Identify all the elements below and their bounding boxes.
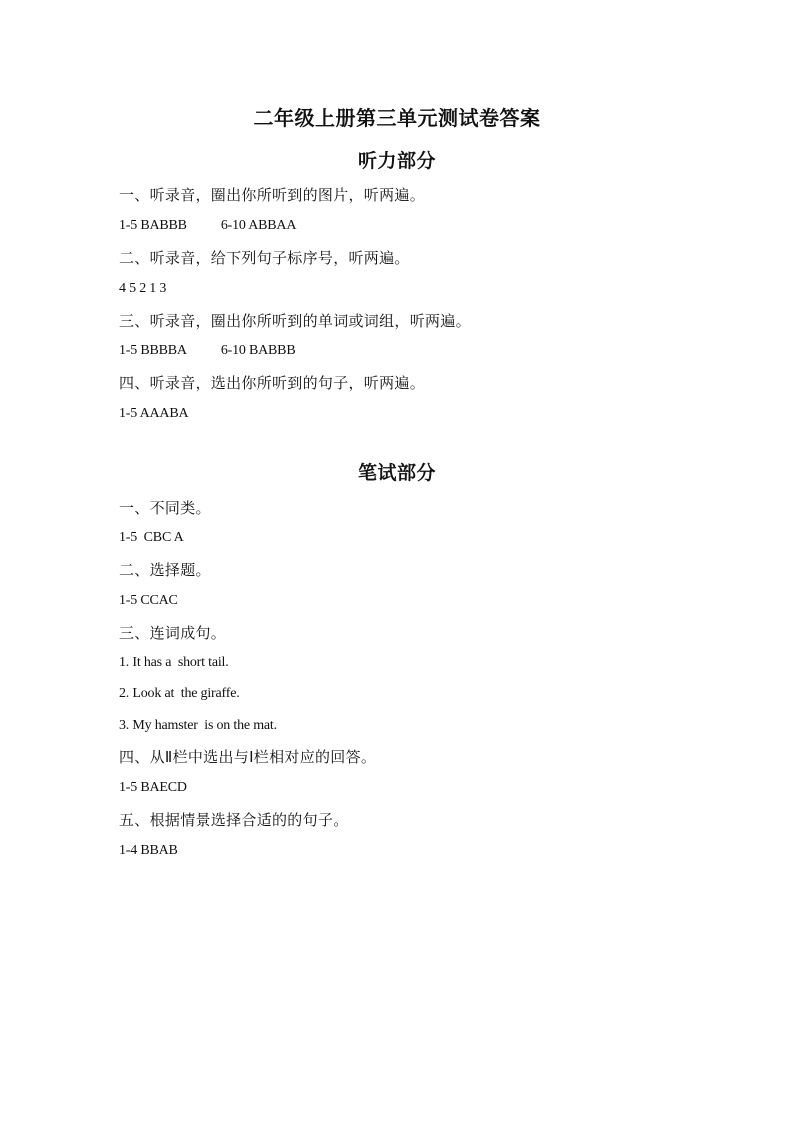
writing-section-heading: 笔试部分	[357, 462, 436, 484]
document-title: 二年级上册第三单元测试卷答案	[253, 106, 541, 130]
listening-answer-2: 4 5 2 1 3	[119, 281, 167, 296]
writing-sentence-3: 3. My hamster is on the mat.	[119, 718, 277, 733]
writing-answer-4: 1-5 BAECD	[119, 780, 187, 795]
writing-sentence-2: 2. Look at the giraffe.	[119, 686, 240, 701]
listening-question-4: 四、听录音，选出你所听到的句子，听两遍。	[119, 374, 426, 392]
listening-answer-3	[119, 343, 295, 359]
listening-question-3: 三、听录音，圈出你所听到的单词或词组，听两遍。	[119, 312, 471, 330]
writing-answer-1: 1-5 CBC A	[119, 530, 184, 545]
writing-sentence-1: 1. It has a short tail.	[119, 655, 229, 670]
listening-question-2: 二、听录音，给下列句子标序号，听两遍。	[119, 249, 410, 267]
listening-section-heading: 听力部分	[357, 150, 436, 172]
writing-answer-5: 1-4 BBAB	[119, 843, 178, 858]
listening-answer-1-part2: 6-10 ABBAA	[220, 218, 297, 233]
writing-question-5: 五、根据情景选择合适的的句子。	[119, 811, 349, 829]
writing-question-2: 二、选择题。	[119, 561, 211, 579]
listening-answer-3-part2: 6-10 BABBB	[220, 343, 296, 358]
listening-question-1: 一、听录音，圈出你所听到的图片，听两遍。	[119, 186, 426, 204]
writing-question-3: 三、连词成句。	[119, 624, 227, 642]
listening-answer-3-part1: 1-5 BBBBA	[119, 343, 187, 358]
listening-answer-4: 1-5 AAABA	[119, 406, 189, 421]
listening-answer-1-part1: 1-5 BABBB	[119, 218, 187, 233]
writing-question-1: 一、不同类。	[119, 499, 211, 517]
writing-answer-2: 1-5 CCAC	[119, 593, 178, 608]
writing-question-4: 四、从Ⅱ栏中选出与Ⅰ栏相对应的回答。	[119, 748, 377, 766]
listening-answer-1	[119, 218, 296, 234]
